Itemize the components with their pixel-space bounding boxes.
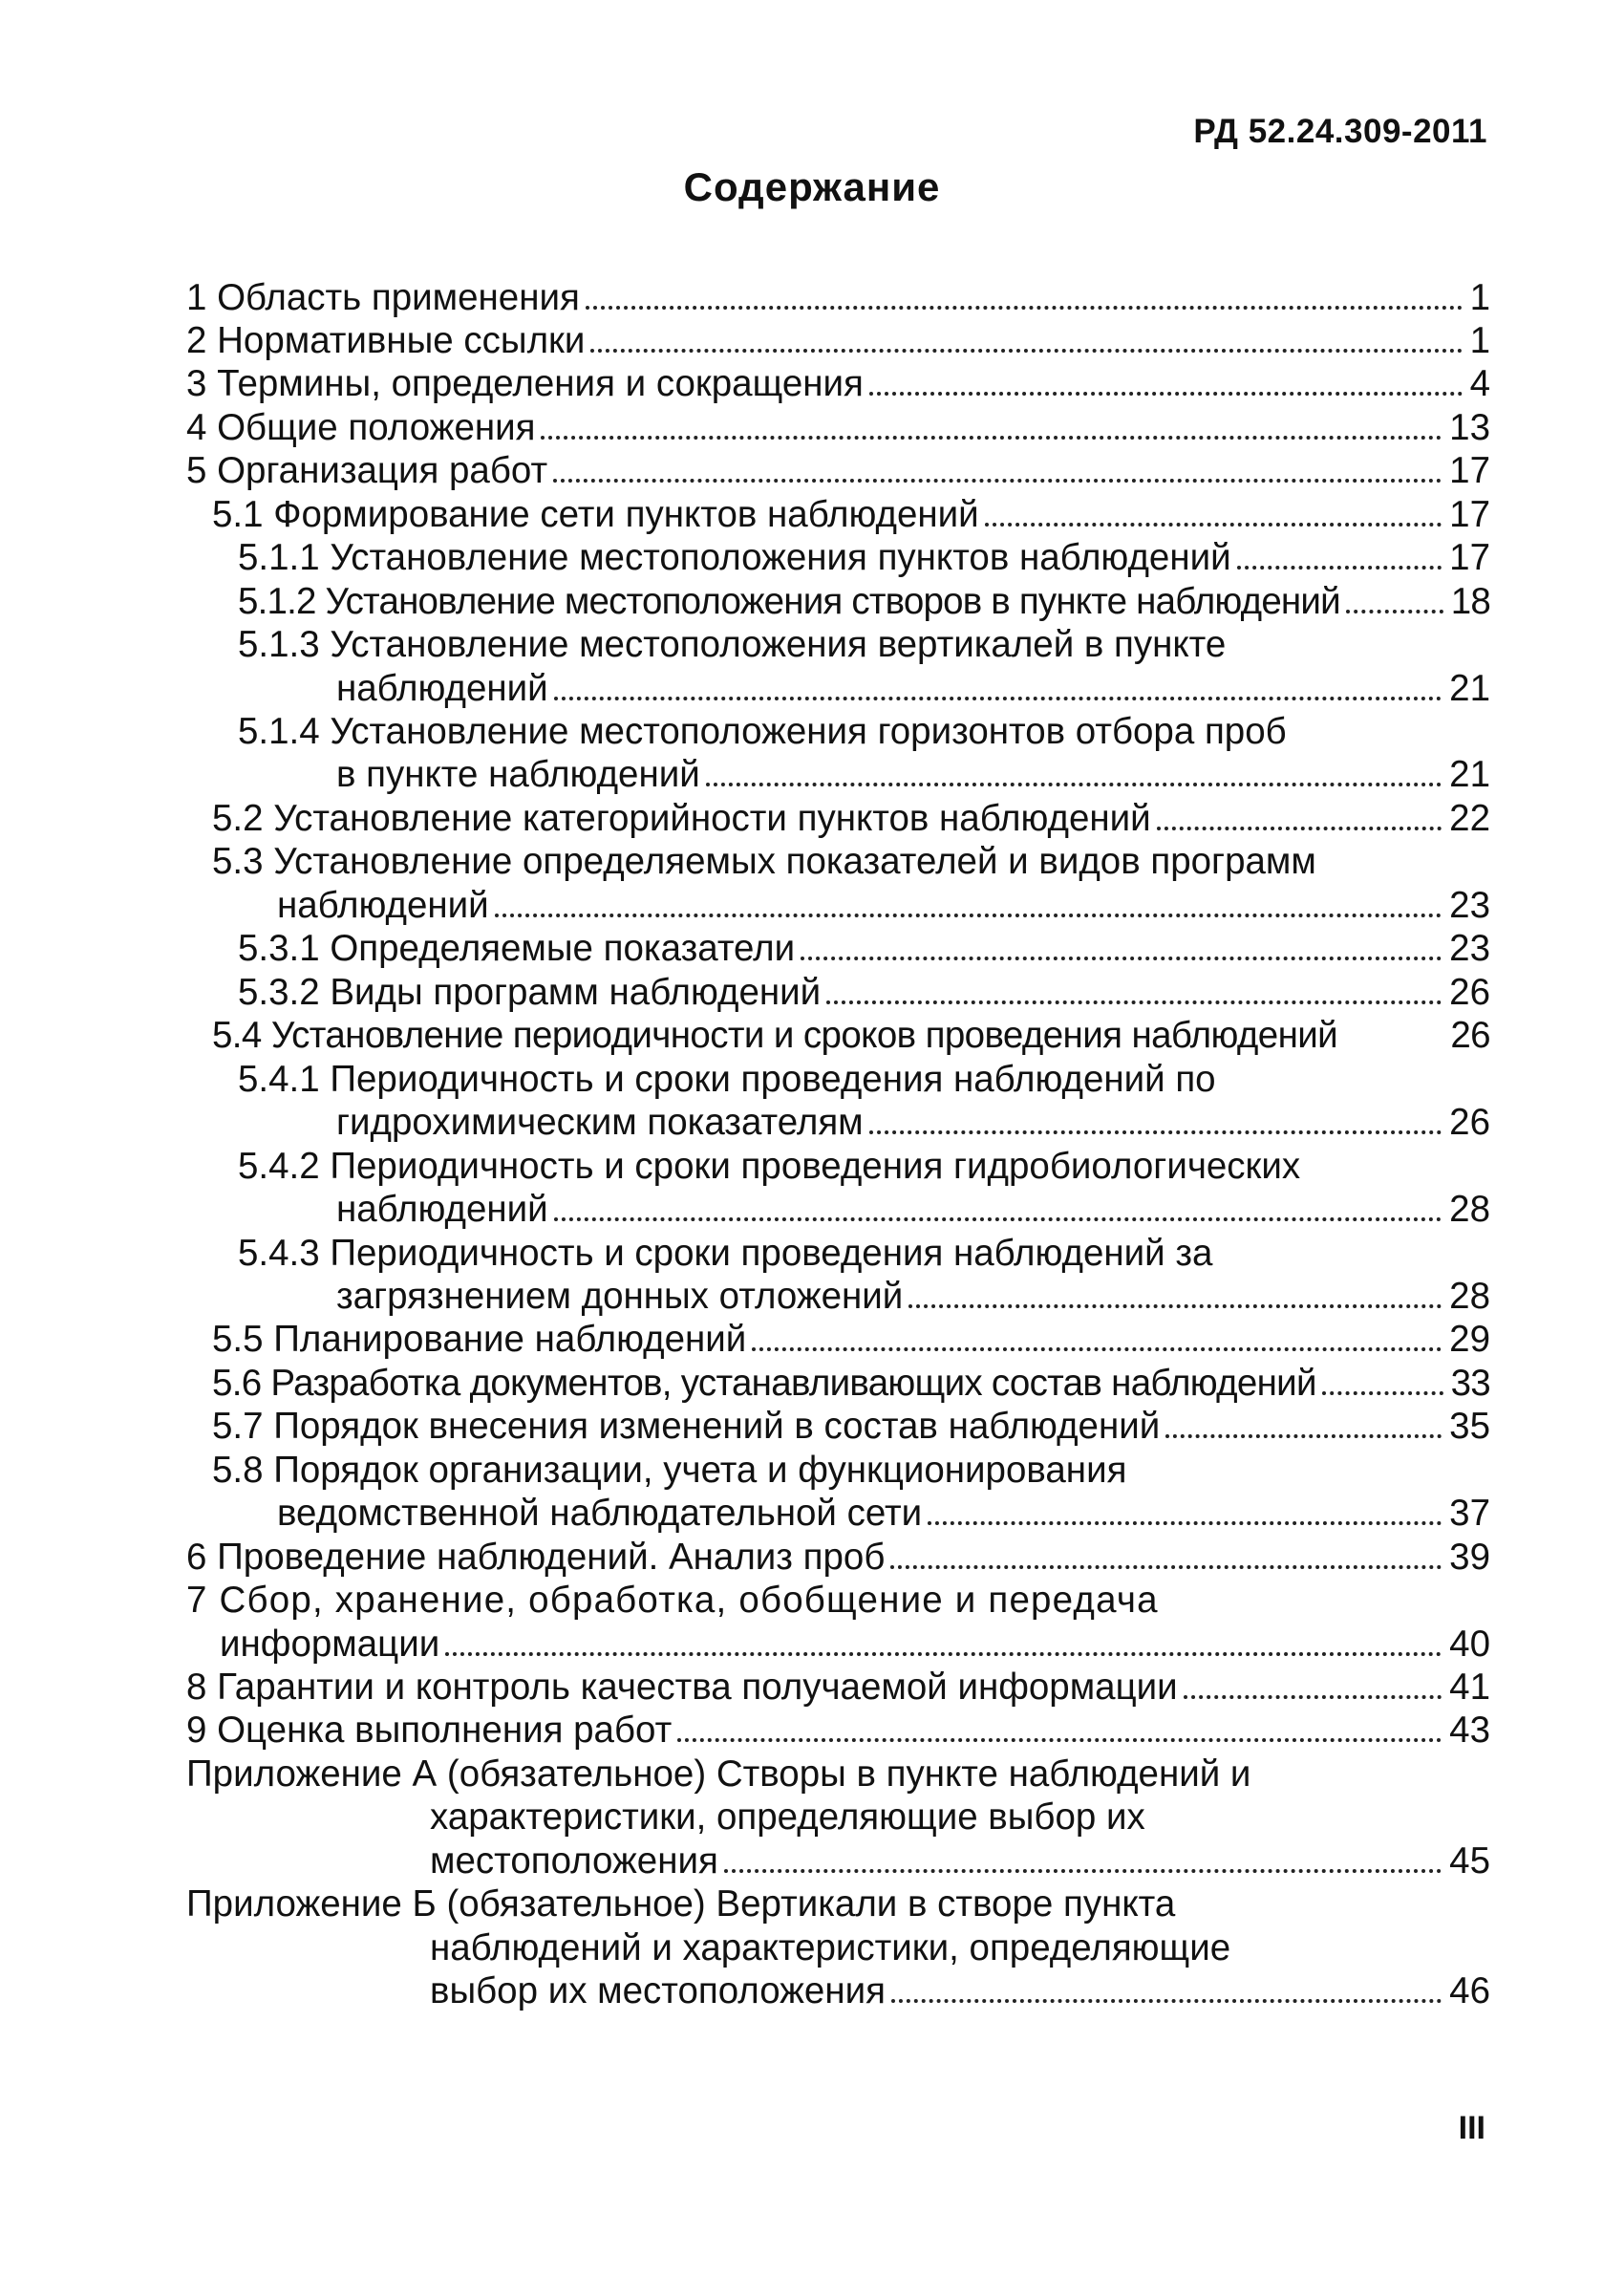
toc-entry-page: 37 <box>1449 1493 1490 1534</box>
page-number: III <box>1458 2110 1485 2146</box>
toc-entry-continuation[interactable] <box>277 1492 1490 1536</box>
toc-leader-dots <box>801 957 1442 960</box>
toc-entry[interactable] <box>238 1232 1490 1276</box>
toc-entry[interactable] <box>238 971 1490 1015</box>
toc-entry-page: 1 <box>1469 320 1490 361</box>
toc-leader-dots <box>445 1652 1442 1656</box>
toc-entry[interactable] <box>186 1709 1490 1753</box>
toc-entry[interactable] <box>186 1753 1490 1796</box>
toc-entry[interactable] <box>186 1579 1490 1623</box>
toc-leader-dots <box>908 1304 1442 1308</box>
toc-entry[interactable] <box>238 623 1490 667</box>
toc-leader-dots <box>752 1347 1442 1351</box>
toc-leader-dots <box>724 1869 1442 1873</box>
toc-entry[interactable] <box>238 1145 1490 1189</box>
toc-entry-title: информации <box>220 1624 440 1665</box>
toc-entry-title: выбор их местоположения <box>430 1970 886 2011</box>
toc-entry-continuation[interactable] <box>336 667 1490 711</box>
toc-entry-continuation[interactable] <box>336 1188 1490 1232</box>
toc-leader-dots <box>1184 1695 1442 1699</box>
toc-entry[interactable] <box>212 1362 1490 1406</box>
toc-entry-page: 18 <box>1450 581 1490 622</box>
toc-entry[interactable] <box>186 362 1490 406</box>
toc-entry[interactable] <box>212 797 1490 841</box>
toc-entry[interactable] <box>186 1536 1490 1580</box>
toc-entry-title: в пункте наблюдений <box>336 754 700 795</box>
toc-entry-page: 21 <box>1449 668 1490 709</box>
toc-entry-title: 5.4.3 Периодичность и сроки проведения наблюдений за <box>238 1233 1213 1274</box>
toc-entry[interactable] <box>186 449 1490 493</box>
toc-entry-title: ведомственной наблюдательной сети <box>277 1493 923 1534</box>
toc-leader-dots <box>541 436 1442 440</box>
toc-entry-title: 3 Термины, определения и сокращения <box>186 363 864 404</box>
toc-entry-page: 33 <box>1450 1363 1490 1404</box>
toc-entry-title: наблюдений и характеристики, определяющие <box>430 1927 1231 1968</box>
toc-entry-page: 28 <box>1449 1189 1490 1230</box>
toc-entry-page: 43 <box>1449 1710 1490 1751</box>
toc-leader-dots <box>1165 1434 1442 1438</box>
toc-leader-dots <box>869 392 1463 396</box>
toc-entry-title: 5.1.4 Установление местоположения горизонтов отбора проб <box>238 711 1287 752</box>
toc-leader-dots <box>677 1738 1442 1742</box>
toc-entry-title: 5.4 Установление периодичности и сроков проведения наблюдений <box>212 1015 1338 1056</box>
toc-entry-title: гидрохимическим показателям <box>336 1102 864 1143</box>
toc-entry-continuation[interactable] <box>430 1926 1490 1970</box>
toc-entry-title: 4 Общие положения <box>186 407 536 448</box>
toc-entry-page: 45 <box>1449 1840 1490 1882</box>
toc-leader-dots <box>1346 610 1443 613</box>
toc-entry-page: 17 <box>1449 537 1490 578</box>
toc-entry-continuation[interactable] <box>430 1796 1490 1839</box>
toc-entry-page: 29 <box>1449 1319 1490 1360</box>
toc-entry-page: 46 <box>1449 1970 1490 2011</box>
toc-entry-title: 5 Организация работ <box>186 450 548 491</box>
document-code: РД 52.24.309-2011 <box>1193 113 1487 150</box>
toc-entry-title: 5.3.2 Виды программ наблюдений <box>238 972 822 1013</box>
toc-entry-page: 23 <box>1449 928 1490 969</box>
toc-entry[interactable] <box>186 1666 1490 1710</box>
toc-entry-title: наблюдений <box>336 1189 548 1230</box>
toc-entry-title: 2 Нормативные ссылки <box>186 320 586 361</box>
toc-entry[interactable] <box>212 1405 1490 1449</box>
toc-entry[interactable] <box>212 1449 1490 1493</box>
toc-entry-title: 5.4.1 Периодичность и сроки проведения наблюдений по <box>238 1059 1216 1100</box>
toc-entry-continuation[interactable] <box>336 1101 1490 1145</box>
toc-leader-dots <box>706 783 1442 786</box>
toc-entry-page: 17 <box>1449 450 1490 491</box>
toc-entry[interactable] <box>212 1318 1490 1362</box>
toc-leader-dots <box>1237 566 1442 570</box>
toc-entry-page: 23 <box>1449 885 1490 926</box>
toc-leader-dots <box>985 523 1442 527</box>
toc-entry[interactable] <box>238 710 1490 754</box>
toc-entry-title: 1 Область применения <box>186 277 580 318</box>
toc-entry[interactable] <box>212 493 1490 537</box>
toc-entry-title: 5.4.2 Периодичность и сроки проведения гидробиологических <box>238 1146 1301 1187</box>
toc-entry[interactable] <box>238 1058 1490 1102</box>
toc-entry[interactable] <box>238 927 1490 971</box>
toc-entry-title: Приложение А (обязательное) Створы в пункте наблюдений и <box>186 1753 1251 1795</box>
toc-entry-title: 5.3 Установление определяемых показателей и видов программ <box>212 841 1316 882</box>
toc-leader-dots <box>826 1000 1442 1004</box>
toc-leader-dots <box>1157 827 1442 830</box>
toc-entry-title: 9 Оценка выполнения работ <box>186 1710 673 1751</box>
toc-entry-title: 5.1.1 Установление местоположения пунктов наблюдений <box>238 537 1231 578</box>
toc-entry-title: местоположения <box>430 1840 718 1882</box>
toc-entry-continuation[interactable] <box>220 1623 1490 1667</box>
toc-entry-page: 13 <box>1449 407 1490 448</box>
toc-entry-continuation[interactable] <box>430 1969 1490 2013</box>
toc-entry-title: 5.8 Порядок организации, учета и функционирования <box>212 1450 1127 1491</box>
page-title: Содержание <box>683 164 941 209</box>
toc-leader-dots <box>553 479 1442 483</box>
toc-entry[interactable] <box>186 406 1490 450</box>
toc-entry[interactable] <box>186 319 1490 363</box>
toc-entry-title: 5.2 Установление категорийности пунктов наблюдений <box>212 798 1151 839</box>
toc-entry-title: 5.1.2 Установление местоположения створов в пункте наблюдений <box>238 581 1340 622</box>
toc-leader-dots <box>869 1130 1442 1134</box>
toc-entry-title: 5.1.3 Установление местоположения вертикалей в пункте <box>238 624 1227 665</box>
toc-entry[interactable] <box>238 580 1490 624</box>
toc-entry[interactable] <box>186 276 1490 320</box>
toc-entry-page: 35 <box>1449 1406 1490 1447</box>
toc-entry-title: 6 Проведение наблюдений. Анализ проб <box>186 1537 886 1578</box>
toc-entry-continuation[interactable] <box>430 1839 1490 1883</box>
toc-entry-continuation[interactable] <box>277 884 1490 928</box>
toc-entry-title: наблюдений <box>336 668 548 709</box>
toc-entry[interactable] <box>238 536 1490 580</box>
toc-entry-page: 26 <box>1449 1102 1490 1143</box>
toc-leader-dots <box>590 349 1462 353</box>
toc-entry-page: 26 <box>1450 1015 1490 1056</box>
toc-entry-title: 5.1 Формирование сети пунктов наблюдений <box>212 494 979 535</box>
toc-entry-title: Приложение Б (обязательное) Вертикали в створе пункта <box>186 1883 1176 1925</box>
toc-entry-page: 40 <box>1449 1624 1490 1665</box>
toc-entry-page: 22 <box>1449 798 1490 839</box>
toc-entry-page: 4 <box>1469 363 1490 404</box>
toc-leader-dots <box>495 914 1442 917</box>
toc-entry-title: характеристики, определяющие выбор их <box>430 1796 1145 1838</box>
toc-entry-page: 1 <box>1469 277 1490 318</box>
toc-leader-dots <box>1322 1391 1443 1395</box>
toc-leader-dots <box>554 697 1442 700</box>
toc-entry-page: 28 <box>1449 1276 1490 1317</box>
toc-entry-title: 5.5 Планирование наблюдений <box>212 1319 747 1360</box>
toc-entry[interactable] <box>186 1882 1490 1926</box>
toc-entry-page: 17 <box>1449 494 1490 535</box>
toc-entry-title: наблюдений <box>277 885 489 926</box>
toc-leader-dots <box>891 1999 1442 2003</box>
toc-entry-continuation[interactable] <box>336 1275 1490 1319</box>
toc-leader-dots <box>554 1217 1442 1221</box>
toc-entry[interactable] <box>212 840 1490 884</box>
toc-entry-title: загрязнением донных отложений <box>336 1276 904 1317</box>
toc-entry-title: 5.7 Порядок внесения изменений в состав наблюдений <box>212 1406 1161 1447</box>
toc-leader-dots <box>1337 1043 1450 1047</box>
toc-entry-continuation[interactable] <box>336 753 1490 797</box>
toc-entry-page: 21 <box>1449 754 1490 795</box>
toc-entry-page: 39 <box>1449 1537 1490 1578</box>
toc-leader-dots <box>586 306 1463 310</box>
toc-leader-dots <box>890 1565 1442 1569</box>
toc-entry-title: 5.3.1 Определяемые показатели <box>238 928 796 969</box>
toc-entry-page: 41 <box>1449 1667 1490 1708</box>
toc-entry-title: 8 Гарантии и контроль качества получаемой информации <box>186 1667 1178 1708</box>
toc-entry-page: 26 <box>1449 972 1490 1013</box>
toc-entry[interactable] <box>212 1014 1490 1058</box>
toc-entry-title: 5.6 Разработка документов, устанавливающих состав наблюдений <box>212 1363 1316 1404</box>
toc-leader-dots <box>928 1521 1442 1525</box>
toc-entry-title: 7 Сбор, хранение, обработка, обобщение и передача <box>186 1580 1159 1621</box>
